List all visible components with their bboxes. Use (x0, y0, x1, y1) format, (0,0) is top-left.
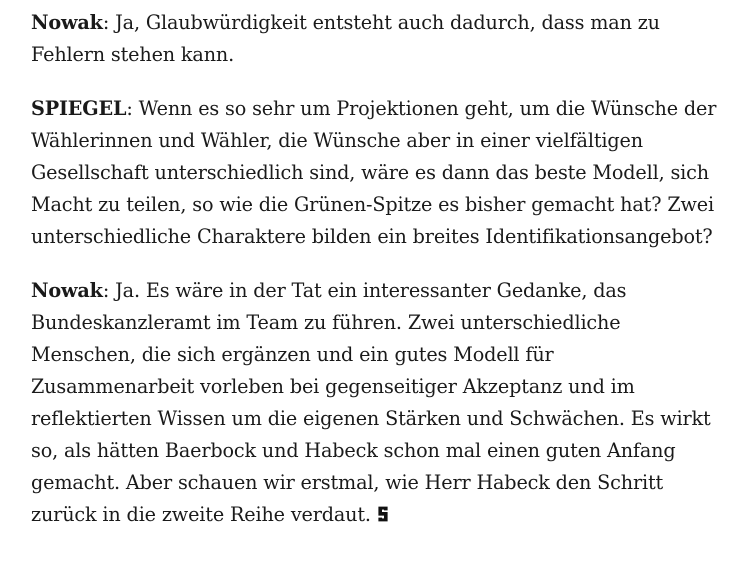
paragraph-text: Wenn es so sehr um Projektionen geht, um die Wünsche der Wählerinnen und Wähler, die Wünsche aber in einer vielfältigen Gesellschaft unterschiedlich sind, wäre es dann das beste Modell, sich Macht zu teilen, so wie die Grünen-Spitze es bisher gemacht hat? Zwei unterschiedliche Charaktere bilden ein breites Identifikationsangebot? (31, 97, 717, 248)
speaker-name: Nowak (31, 279, 103, 302)
article-body (31, 7, 721, 553)
speaker-name: Nowak (31, 11, 103, 34)
interview-paragraph-nowak-1 (31, 7, 721, 71)
paragraph-text: Ja, Glaubwürdigkeit entsteht auch dadurch, dass man zu Fehlern stehen kann. (31, 11, 660, 66)
speaker-separator: : (126, 97, 133, 120)
interview-paragraph-spiegel (31, 93, 721, 253)
spiegel-s-logo-icon (377, 506, 389, 522)
paragraph-text: Ja. Es wäre in der Tat ein interessanter Gedanke, das Bundeskanzleramt im Team zu führen. Zwei unterschiedliche Menschen, die sich ergänzen und ein gutes Modell für Zusammenarbeit vorleben bei gegenseitiger Akzeptanz und im reflektierten Wissen um die eigenen Stärken und Schwächen. Es wirkt so, als hätten Baerbock und Habeck schon mal einen guten Anfang gemacht. Aber schauen wir erstmal, wie Herr Habeck den Schritt zurück in die zweite Reihe verdaut. (31, 279, 711, 526)
speaker-separator: : (102, 279, 110, 302)
interview-paragraph-nowak-2 (31, 275, 721, 531)
speaker-separator: : (102, 11, 110, 34)
speaker-name: SPIEGEL (31, 97, 127, 120)
